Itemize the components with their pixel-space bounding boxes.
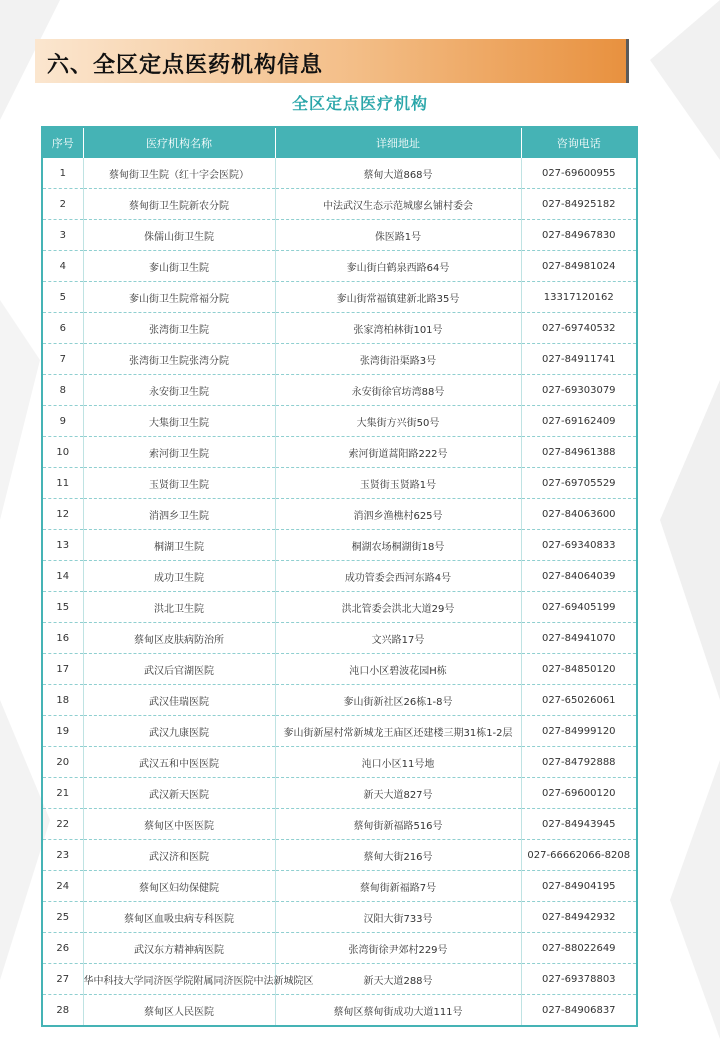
cell-address: 中法武汉生态示范城廖幺铺村委会: [275, 189, 521, 220]
cell-address: 消泗乡渔樵村625号: [275, 499, 521, 530]
cell-phone: 027-84792888: [521, 747, 637, 778]
cell-address: 奓山街新社区26栋1-8号: [275, 685, 521, 716]
table-row: [42, 592, 637, 623]
cell-institution-name: 武汉五和中医医院: [83, 747, 275, 778]
cell-institution-name: 蔡甸区血吸虫病专科医院: [83, 902, 275, 933]
cell-institution-name: 武汉后官湖医院: [83, 654, 275, 685]
cell-phone: 13317120162: [521, 282, 637, 313]
cell-address: 新天大道827号: [275, 778, 521, 809]
cell-phone: 027-84064039: [521, 561, 637, 592]
cell-index: 19: [42, 716, 83, 747]
cell-index: 13: [42, 530, 83, 561]
cell-address: 奓山街常福镇建新北路35号: [275, 282, 521, 313]
table-row: [42, 344, 637, 375]
table-row: [42, 964, 637, 995]
cell-address: 新天大道288号: [275, 964, 521, 995]
cell-phone: 027-66662066-8208: [521, 840, 637, 871]
table-row: [42, 933, 637, 964]
cell-index: 27: [42, 964, 83, 995]
table-row: [42, 871, 637, 902]
cell-index: 14: [42, 561, 83, 592]
column-header-index: 序号: [42, 127, 83, 158]
cell-address: 洪北管委会洪北大道29号: [275, 592, 521, 623]
table-header-row: [42, 127, 637, 158]
cell-phone: 027-84925182: [521, 189, 637, 220]
cell-phone: 027-69600955: [521, 158, 637, 189]
cell-institution-name: 武汉新天医院: [83, 778, 275, 809]
cell-institution-name: 洪北卫生院: [83, 592, 275, 623]
cell-phone: 027-88022649: [521, 933, 637, 964]
cell-index: 3: [42, 220, 83, 251]
cell-index: 5: [42, 282, 83, 313]
cell-phone: 027-65026061: [521, 685, 637, 716]
cell-address: 蔡甸街新福路516号: [275, 809, 521, 840]
cell-address: 张湾街徐尹郊村229号: [275, 933, 521, 964]
cell-institution-name: 华中科技大学同济医学院附属同济医院中法新城院区: [83, 964, 275, 995]
table-row: [42, 685, 637, 716]
cell-institution-name: 侏儒山街卫生院: [83, 220, 275, 251]
cell-address: 张湾街沿渠路3号: [275, 344, 521, 375]
cell-index: 16: [42, 623, 83, 654]
cell-address: 汉阳大街733号: [275, 902, 521, 933]
cell-index: 28: [42, 995, 83, 1027]
cell-institution-name: 武汉东方精神病医院: [83, 933, 275, 964]
cell-institution-name: 张湾街卫生院: [83, 313, 275, 344]
table-row: [42, 468, 637, 499]
cell-phone: 027-69303079: [521, 375, 637, 406]
table-row: [42, 561, 637, 592]
cell-address: 侏医路1号: [275, 220, 521, 251]
cell-index: 21: [42, 778, 83, 809]
cell-address: 文兴路17号: [275, 623, 521, 654]
cell-index: 12: [42, 499, 83, 530]
cell-index: 11: [42, 468, 83, 499]
cell-institution-name: 永安街卫生院: [83, 375, 275, 406]
cell-institution-name: 奓山街卫生院: [83, 251, 275, 282]
table-row: [42, 313, 637, 344]
cell-address: 张家湾柏林街101号: [275, 313, 521, 344]
cell-phone: 027-69378803: [521, 964, 637, 995]
table-row: [42, 809, 637, 840]
cell-institution-name: 玉贤街卫生院: [83, 468, 275, 499]
cell-address: 大集街方兴街50号: [275, 406, 521, 437]
cell-phone: 027-84961388: [521, 437, 637, 468]
cell-index: 1: [42, 158, 83, 189]
cell-index: 8: [42, 375, 83, 406]
cell-address: 蔡甸街新福路7号: [275, 871, 521, 902]
cell-institution-name: 武汉济和医院: [83, 840, 275, 871]
cell-index: 15: [42, 592, 83, 623]
cell-phone: 027-69162409: [521, 406, 637, 437]
cell-institution-name: 蔡甸区皮肤病防治所: [83, 623, 275, 654]
cell-index: 4: [42, 251, 83, 282]
cell-index: 7: [42, 344, 83, 375]
table-row: [42, 623, 637, 654]
cell-institution-name: 消泗乡卫生院: [83, 499, 275, 530]
cell-phone: 027-84981024: [521, 251, 637, 282]
cell-phone: 027-69405199: [521, 592, 637, 623]
table-row: [42, 840, 637, 871]
cell-address: 沌口小区11号地: [275, 747, 521, 778]
cell-institution-name: 大集街卫生院: [83, 406, 275, 437]
table-row: [42, 902, 637, 933]
cell-address: 玉贤街玉贤路1号: [275, 468, 521, 499]
cell-institution-name: 武汉九康医院: [83, 716, 275, 747]
table-row: [42, 251, 637, 282]
table-row: [42, 716, 637, 747]
cell-address: 索河街道蒿阳路222号: [275, 437, 521, 468]
table-row: [42, 375, 637, 406]
cell-institution-name: 桐湖卫生院: [83, 530, 275, 561]
cell-phone: 027-84911741: [521, 344, 637, 375]
table-row: [42, 189, 637, 220]
cell-phone: 027-84904195: [521, 871, 637, 902]
table-row: [42, 747, 637, 778]
cell-phone: 027-84941070: [521, 623, 637, 654]
cell-address: 蔡甸大街216号: [275, 840, 521, 871]
column-header-phone: 咨询电话: [521, 127, 637, 158]
cell-index: 9: [42, 406, 83, 437]
cell-index: 25: [42, 902, 83, 933]
cell-phone: 027-69740532: [521, 313, 637, 344]
cell-institution-name: 蔡甸街卫生院新农分院: [83, 189, 275, 220]
cell-address: 沌口小区碧波花园H栋: [275, 654, 521, 685]
institution-table: [41, 126, 638, 1027]
table-row: [42, 437, 637, 468]
cell-address: 永安街徐官坊湾88号: [275, 375, 521, 406]
table-row: [42, 995, 637, 1027]
cell-address: 蔡甸大道868号: [275, 158, 521, 189]
cell-institution-name: 武汉佳瑞医院: [83, 685, 275, 716]
cell-address: 蔡甸区蔡甸街成功大道111号: [275, 995, 521, 1027]
cell-index: 17: [42, 654, 83, 685]
table-title: 全区定点医疗机构: [291, 94, 428, 113]
section-header: [35, 39, 629, 83]
table-row: [42, 406, 637, 437]
cell-phone: 027-84063600: [521, 499, 637, 530]
institution-table-container: [41, 126, 636, 1027]
table-row: [42, 778, 637, 809]
table-row: [42, 158, 637, 189]
cell-index: 18: [42, 685, 83, 716]
cell-phone: 027-69705529: [521, 468, 637, 499]
cell-institution-name: 蔡甸区中医医院: [83, 809, 275, 840]
section-title: 六、全区定点医药机构信息: [47, 53, 324, 78]
cell-address: 成功管委会西河东路4号: [275, 561, 521, 592]
cell-index: 24: [42, 871, 83, 902]
cell-phone: 027-69600120: [521, 778, 637, 809]
table-row: [42, 220, 637, 251]
cell-index: 23: [42, 840, 83, 871]
cell-institution-name: 蔡甸区人民医院: [83, 995, 275, 1027]
cell-institution-name: 索河街卫生院: [83, 437, 275, 468]
table-body: [42, 158, 637, 1026]
cell-institution-name: 奓山街卫生院常福分院: [83, 282, 275, 313]
cell-phone: 027-69340833: [521, 530, 637, 561]
cell-index: 22: [42, 809, 83, 840]
cell-institution-name: 成功卫生院: [83, 561, 275, 592]
cell-index: 6: [42, 313, 83, 344]
cell-index: 26: [42, 933, 83, 964]
cell-institution-name: 蔡甸区妇幼保健院: [83, 871, 275, 902]
cell-phone: 027-84942932: [521, 902, 637, 933]
cell-index: 2: [42, 189, 83, 220]
table-row: [42, 499, 637, 530]
cell-index: 20: [42, 747, 83, 778]
cell-phone: 027-84943945: [521, 809, 637, 840]
cell-institution-name: 蔡甸街卫生院（红十字会医院）: [83, 158, 275, 189]
column-header-address: 详细地址: [275, 127, 521, 158]
cell-address: 桐湖农场桐湖街18号: [275, 530, 521, 561]
cell-phone: 027-84967830: [521, 220, 637, 251]
cell-address: 奓山街新屋村常新城龙王庙区还建楼三期31栋1-2层: [275, 716, 521, 747]
cell-phone: 027-84906837: [541, 1004, 616, 1016]
cell-phone: 027-84850120: [521, 654, 637, 685]
cell-index: 10: [42, 437, 83, 468]
cell-address: 奓山街白鹤泉西路64号: [275, 251, 521, 282]
table-row: [42, 654, 637, 685]
cell-institution-name: 张湾街卫生院张湾分院: [83, 344, 275, 375]
cell-phone: 027-84999120: [521, 716, 637, 747]
table-row: [42, 530, 637, 561]
column-header-name: 医疗机构名称: [83, 127, 275, 158]
table-row: [42, 282, 637, 313]
